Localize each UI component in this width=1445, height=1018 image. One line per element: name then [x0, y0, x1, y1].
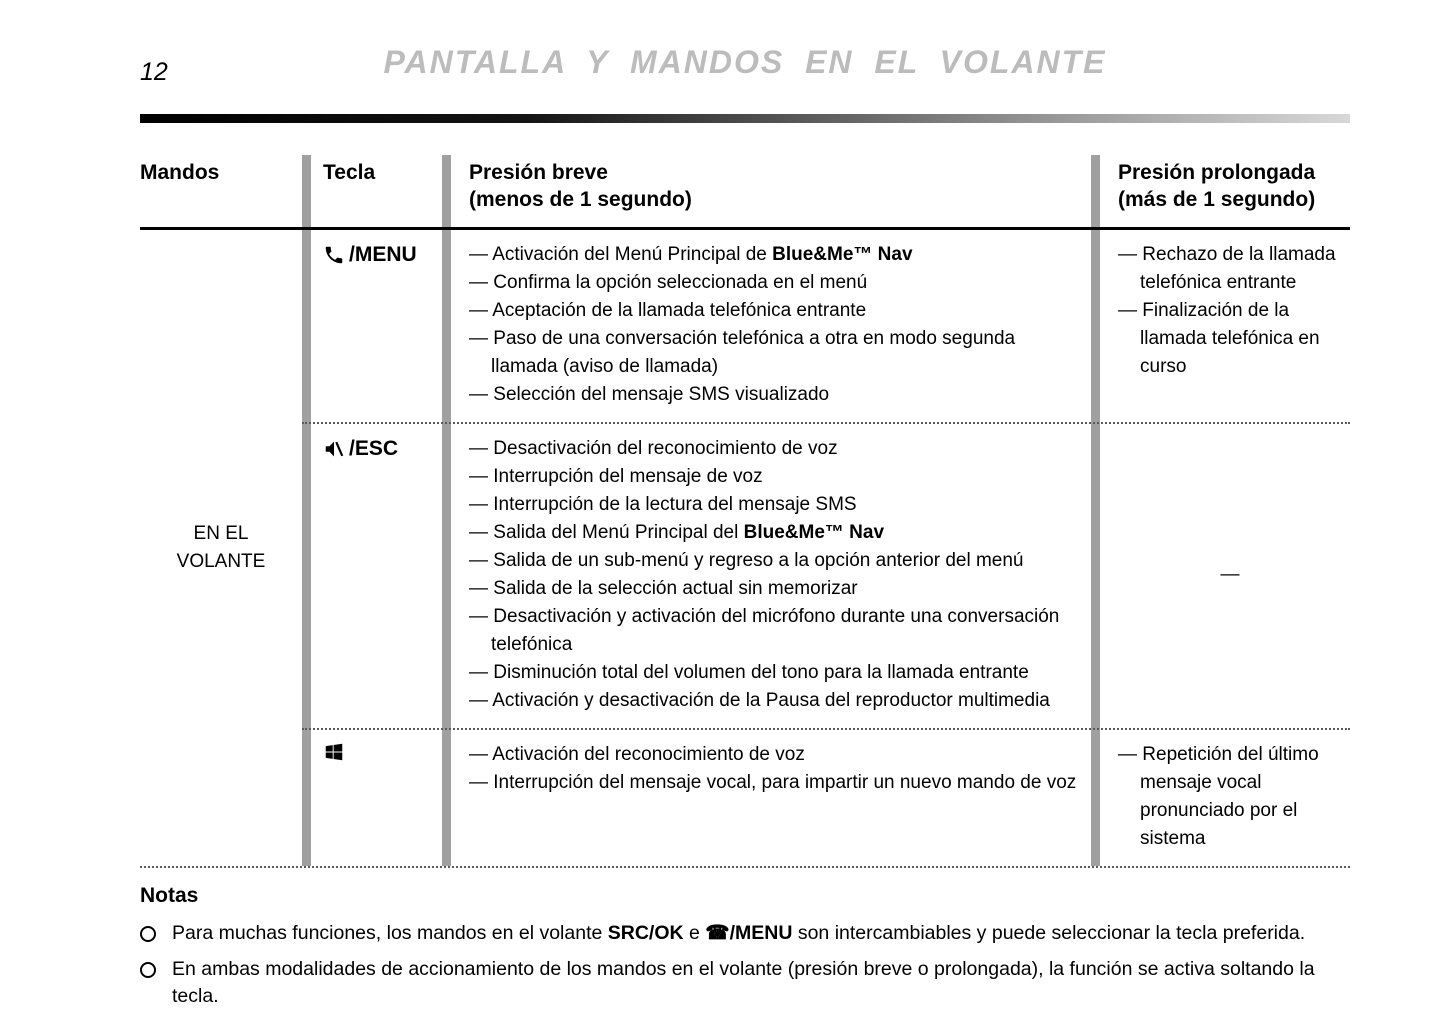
text-line: — Repetición del último mensaje vocal pronunciado por el sistema	[1118, 744, 1319, 849]
mute-icon	[323, 438, 345, 460]
column-divider	[1091, 155, 1100, 866]
text-line: — Disminución total del volumen del tono para la llamada entrante	[469, 662, 1029, 683]
text-line: — Desactivación del reconocimiento de voz	[469, 438, 838, 459]
circle-bullet-icon	[140, 962, 156, 978]
row-separator	[302, 728, 1350, 730]
mandos-label: VOLANTE	[176, 551, 266, 572]
column-header-mandos	[140, 155, 302, 227]
notes-title: Notas	[140, 884, 199, 907]
text-line: — Confirma la opción seleccionada en el menú	[469, 272, 868, 293]
column-header-tecla	[311, 155, 442, 227]
short-press-cell	[451, 424, 1091, 728]
table-bottom-rule	[140, 866, 1350, 868]
key-cell-menu	[311, 230, 442, 422]
controls-table	[140, 155, 1350, 868]
column-divider	[302, 155, 311, 866]
text-line: — Salida de la selección actual sin memorizar	[469, 578, 858, 599]
key-cell-voice	[311, 730, 442, 866]
text-line: — Rechazo de la llamada telefónica entrante	[1118, 244, 1336, 293]
key-label: /ESC	[349, 437, 399, 460]
note-text: En ambas modalidades de accionamiento de los mandos en el volante (presión breve o prolongada), la función se activa soltando la tecla.	[172, 958, 1315, 1007]
text-line: — Interrupción del mensaje vocal, para impartir un nuevo mando de voz	[469, 772, 1077, 793]
text-line: —	[1220, 564, 1240, 585]
text-line: — Salida de un sub-menú y regreso a la opción anterior del menú	[469, 550, 1024, 571]
short-press-cell	[451, 230, 1091, 422]
text-line: — Activación y desactivación de la Pausa del reproductor multimedia	[469, 690, 1050, 711]
header-label: Tecla	[323, 161, 376, 184]
note-item	[140, 956, 1350, 1010]
page-number: 12	[140, 58, 168, 86]
notes-section	[140, 884, 1350, 1010]
text-line: — Finalización de la llamada telefónica en curso	[1118, 300, 1320, 377]
mandos-cell	[140, 230, 302, 866]
key-voice	[323, 741, 434, 763]
text-line: — Desactivación y activación del micrófono durante una conversación telefónica	[469, 606, 1060, 655]
key-menu	[323, 241, 434, 269]
header-label: Mandos	[140, 161, 220, 184]
short-press-cell	[451, 730, 1091, 866]
row-separator	[302, 422, 1350, 424]
text-line: — Activación del Menú Principal de Blue&Me™ Nav	[469, 244, 913, 265]
header-sublabel: (menos de 1 segundo)	[469, 188, 692, 211]
text-line: — Aceptación de la llamada telefónica entrante	[469, 300, 867, 321]
key-label: /MENU	[349, 243, 417, 266]
column-divider	[442, 155, 451, 866]
long-press-cell	[1100, 230, 1350, 422]
text-line: — Interrupción del mensaje de voz	[469, 466, 763, 487]
key-cell-esc	[311, 424, 442, 728]
text-line: — Salida del Menú Principal del Blue&Me™ Nav	[469, 522, 885, 543]
windows-icon	[323, 741, 345, 763]
header-underline	[140, 227, 1350, 230]
header-sublabel: (más de 1 segundo)	[1118, 188, 1316, 211]
phone-icon	[323, 244, 345, 266]
header-label: Presión prolongada	[1118, 161, 1316, 184]
mandos-label: EN EL	[193, 523, 249, 544]
long-press-cell	[1100, 730, 1350, 866]
header-label: Presión breve	[469, 161, 608, 184]
header-rule	[140, 114, 1350, 123]
column-header-presion-prolongada	[1100, 155, 1350, 227]
column-header-presion-breve	[451, 155, 1091, 227]
page-title: PANTALLA Y MANDOS EN EL VOLANTE	[383, 44, 1107, 80]
circle-bullet-icon	[140, 926, 156, 942]
text-line: — Paso de una conversación telefónica a otra en modo segunda llamada (aviso de llamada)	[469, 328, 1016, 377]
note-item	[140, 920, 1350, 947]
text-line: — Selección del mensaje SMS visualizado	[469, 384, 830, 405]
key-esc	[323, 435, 434, 463]
text-line: — Activación del reconocimiento de voz	[469, 744, 805, 765]
text-line: — Interrupción de la lectura del mensaje SMS	[469, 494, 857, 515]
long-press-cell	[1100, 424, 1350, 728]
note-text: Para muchas funciones, los mandos en el volante SRC/OK e ☎/MENU son intercambiables y puede seleccionar la tecla preferida.	[172, 922, 1306, 944]
page-header	[140, 30, 1350, 106]
